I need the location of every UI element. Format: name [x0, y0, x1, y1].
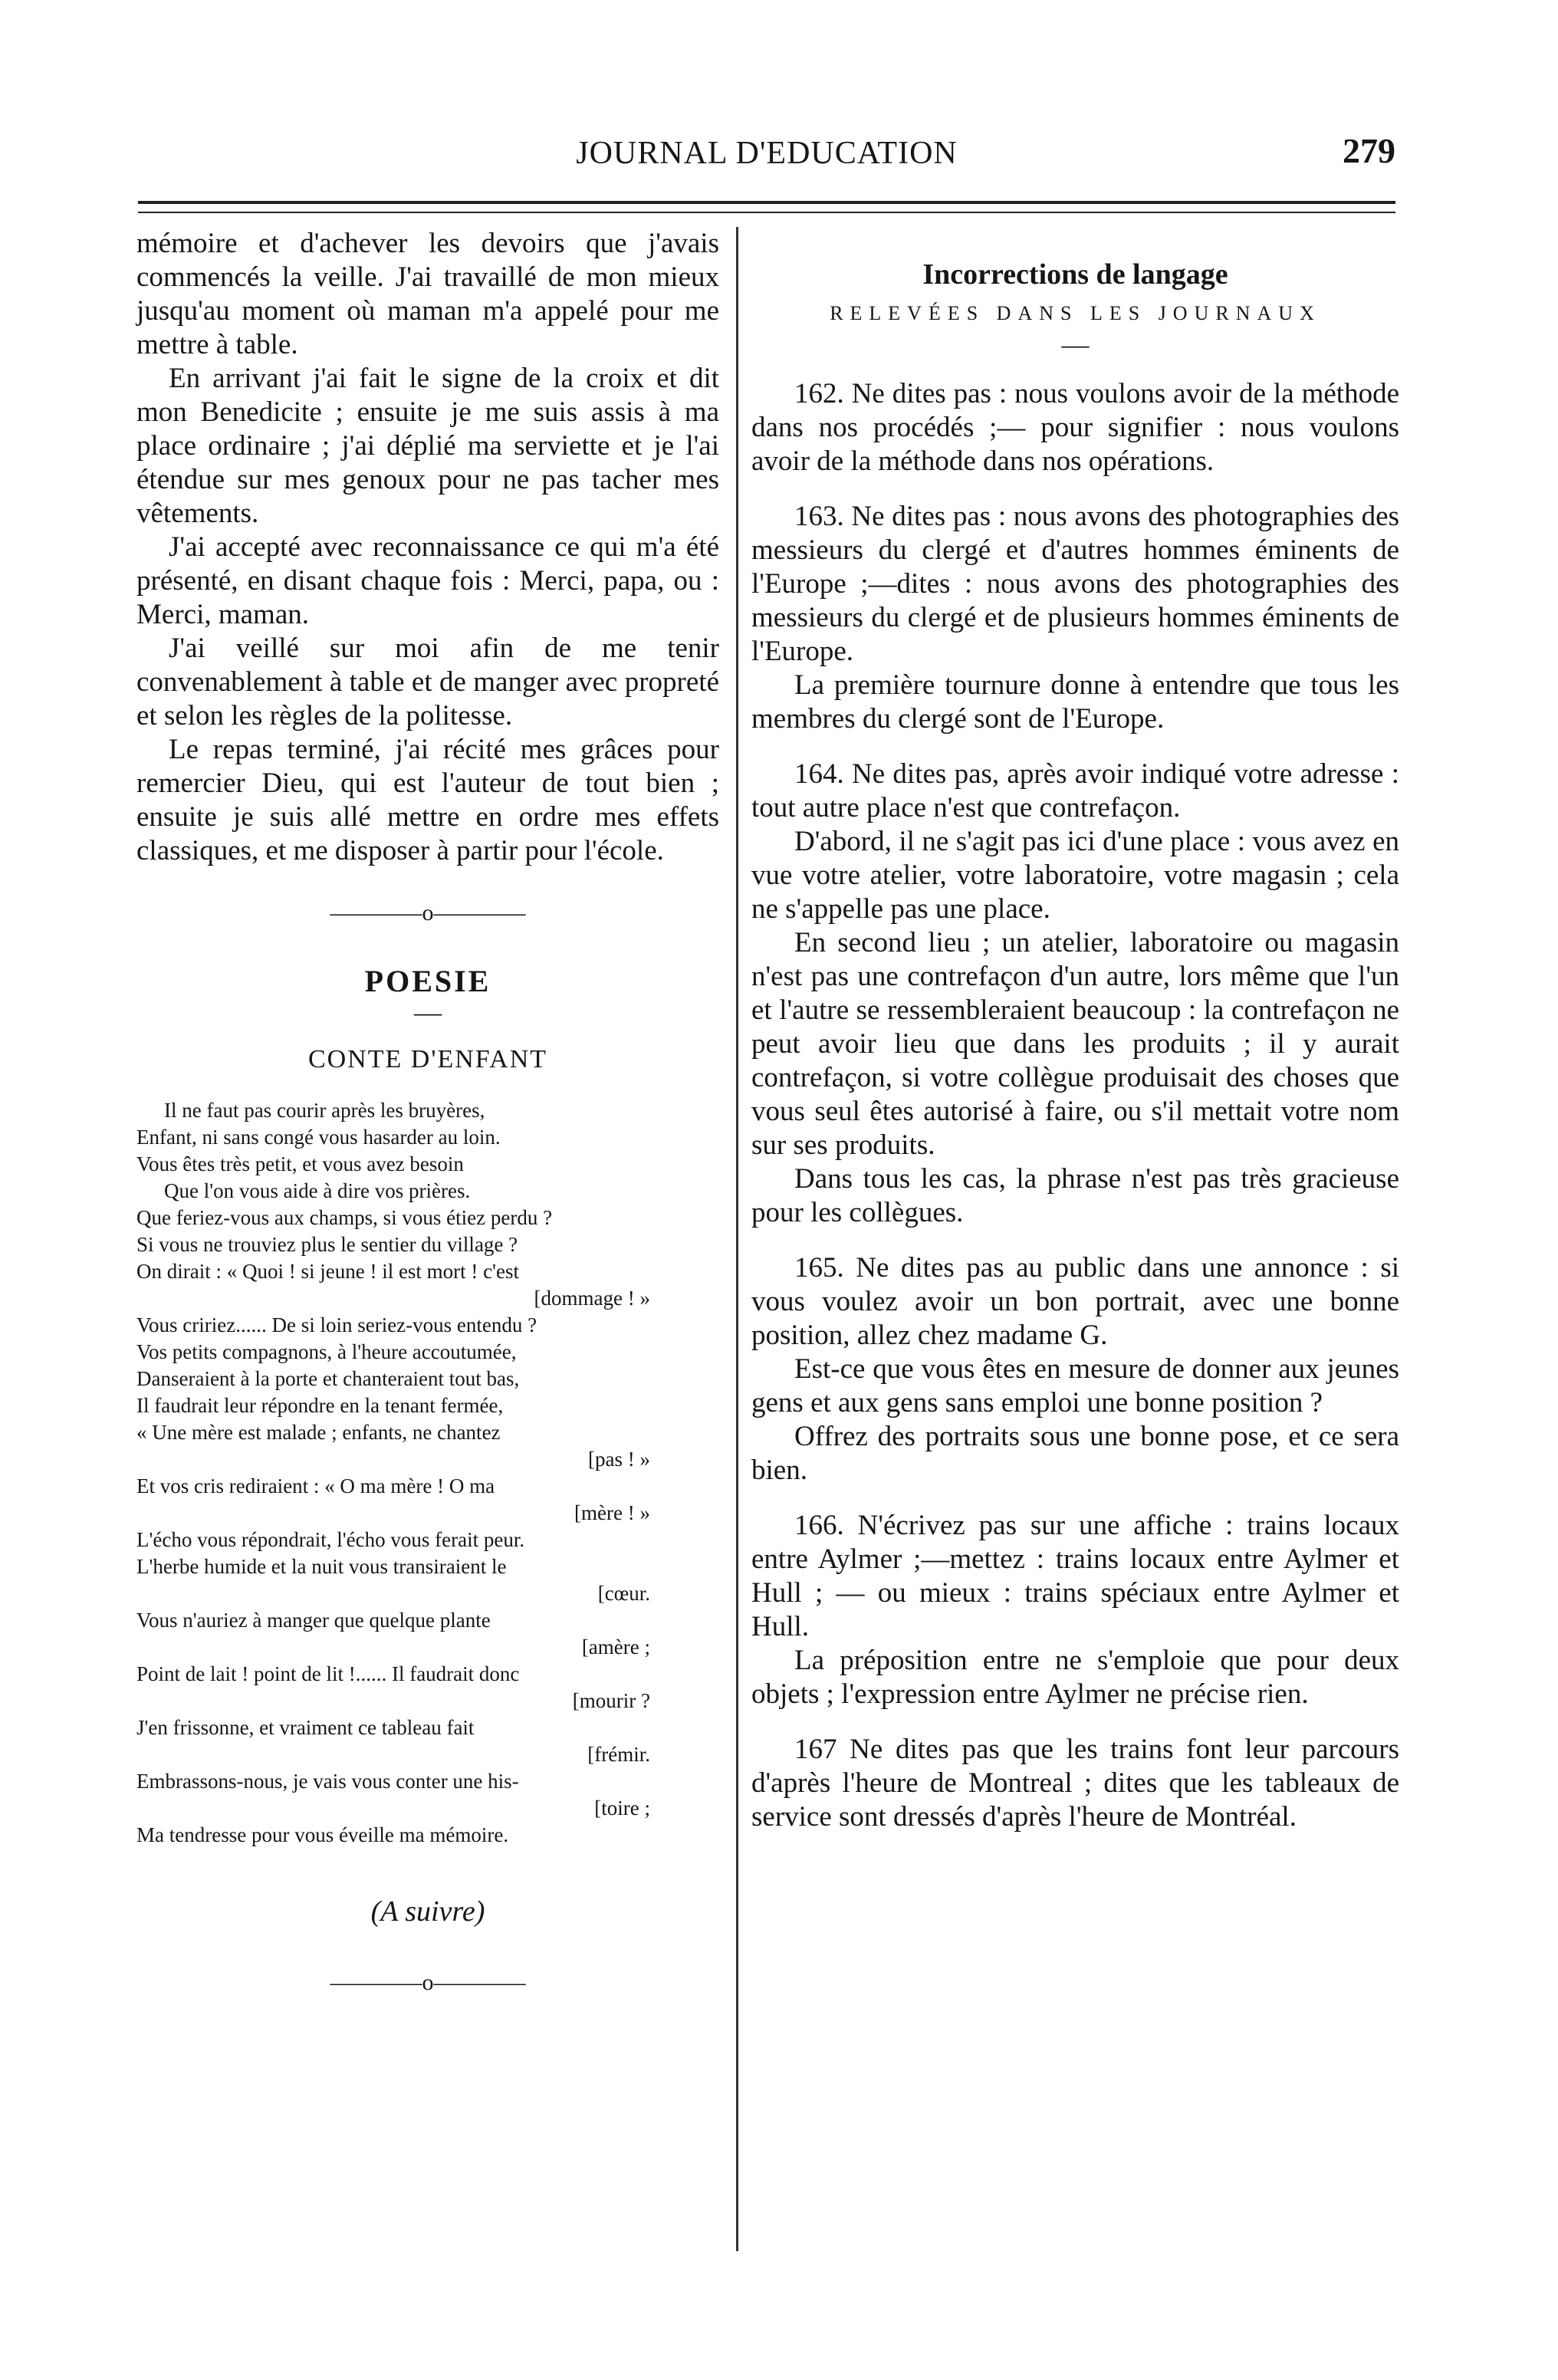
poem-line: Il ne faut pas courir après les bruyères, [164, 1099, 485, 1122]
poem-line: L'herbe humide et la nuit vous transiraient le [136, 1555, 507, 1578]
item-164: 164. Ne dites pas, après avoir indiqué votre adresse : tout autre place n'est que contrefaçon. [751, 758, 1399, 823]
poem-line: [mère ! » [574, 1501, 650, 1524]
end-separator: ————o———— [330, 1970, 526, 1995]
poem [136, 1097, 719, 1849]
item-164-note: D'abord, il ne s'agit pas ici d'une place : vous avez en vue votre atelier, votre laboratoire, votre magasin ; cela ne s'appelle pas une place. [751, 826, 1399, 925]
paragraph: J'ai accepté avec reconnaissance ce qui m'a été présenté, en disant chaque fois : Merci, papa, ou : Merci, maman. [136, 531, 719, 630]
poem-line: Il faudrait leur répondre en la tenant fermée, [136, 1394, 504, 1417]
article-subtitle: RELEVÉES DANS LES JOURNAUX [830, 302, 1321, 324]
item-165-note: Offrez des portraits sous une bonne pose, et ce sera bien. [751, 1421, 1399, 1486]
item-164-note: En second lieu ; un atelier, laboratoire ou magasin n'est pas une contrefaçon d'un autre, lors même que l'un et l'autre se ressembleraient beaucoup : la contrefaçon ne peut avoir lieu que dans les produits ; il y aurait contrefaçon, si votre collègue produisait des choses que vous seul êtes autorisé à faire, ou s'il mettait votre nom sur ses produits. [751, 927, 1399, 1161]
running-title: JOURNAL D'EDUCATION [576, 136, 958, 171]
poem-line: Embrassons-nous, je vais vous conter une his- [136, 1770, 519, 1793]
paragraph: J'ai veillé sur moi afin de me tenir convenablement à table et de manger avec propreté et selon les règles de la politesse. [136, 633, 719, 731]
item-166-note: La préposition entre ne s'emploie que pour deux objets ; l'expression entre Aylmer ne précise rien. [751, 1645, 1399, 1710]
poem-line: L'écho vous répondrait, l'écho vous ferait peur. [136, 1528, 525, 1551]
dash-separator: — [414, 997, 442, 1027]
poem-line: [dommage ! » [534, 1287, 650, 1310]
poem-line: [frémir. [587, 1743, 650, 1766]
item-165: 165. Ne dites pas au public dans une annonce : si vous voulez avoir un bon portrait, avec une bonne position, allez chez madame G. [751, 1252, 1399, 1351]
section-separator: ————o———— [330, 900, 526, 925]
paragraph: Le repas terminé, j'ai récité mes grâces pour remercier Dieu, qui est l'auteur de tout bien ; ensuite je suis allé mettre en ordre mes effets classiques, et me disposer à partir pour l'école. [136, 734, 719, 866]
page-header [138, 130, 1395, 184]
poem-line: J'en frissonne, et vraiment ce tableau fait [136, 1716, 475, 1739]
poem-line: [mourir ? [572, 1689, 650, 1712]
poem-line: Vos petits compagnons, à l'heure accoutumée, [136, 1340, 517, 1363]
item-164-note: Dans tous les cas, la phrase n'est pas très gracieuse pour les collègues. [751, 1163, 1399, 1228]
poem-line: Que l'on vous aide à dire vos prières. [164, 1179, 471, 1202]
item-167: 167 Ne dites pas que les trains font leur parcours d'après l'heure de Montreal ; dites que les tableaux de service sont dressés d'après l'heure de Montréal. [751, 1734, 1399, 1833]
to-follow-note: (A suivre) [370, 1895, 485, 1928]
poem-heading: POESIE [364, 964, 491, 998]
paragraph: En arrivant j'ai fait le signe de la croix et dit mon Benedicite ; ensuite je me suis assis à ma place ordinaire ; j'ai déplié ma serviette et je l'ai étendue sur mes genoux pour ne pas tacher mes vêtements. [136, 363, 719, 529]
poem-line: Vous cririez...... De si loin seriez-vous entendu ? [136, 1313, 537, 1336]
right-column [751, 227, 1399, 1834]
item-162: 162. Ne dites pas : nous voulons avoir de la méthode dans nos procédés ;— pour signifier : nous voulons avoir de la méthode dans nos opérations. [751, 378, 1399, 477]
poem-line: Et vos cris rediraient : « O ma mère ! O ma [136, 1474, 495, 1497]
header-rule-thin [138, 212, 1395, 213]
item-163-note: La première tournure donne à entendre que tous les membres du clergé sont de l'Europe. [751, 669, 1399, 735]
article-title: Incorrections de langage [922, 258, 1228, 291]
poem-line: Si vous ne trouviez plus le sentier du village ? [136, 1233, 518, 1256]
page-number: 279 [1343, 131, 1395, 170]
poem-subtitle: CONTE D'ENFANT [307, 1045, 548, 1073]
column-divider [736, 227, 738, 2251]
header-rule [138, 201, 1395, 204]
poem-line: Ma tendresse pour vous éveille ma mémoire. [136, 1823, 509, 1846]
item-166: 166. N'écrivez pas sur une affiche : trains locaux entre Aylmer ;—mettez : trains locaux entre Aylmer et Hull ; — ou mieux : trains spéciaux entre Aylmer et Hull. [751, 1510, 1399, 1642]
poem-line: [toire ; [594, 1797, 650, 1820]
poem-line: Enfant, ni sans congé vous hasarder au loin. [136, 1126, 501, 1149]
poem-line: Que feriez-vous aux champs, si vous étiez perdu ? [136, 1206, 553, 1229]
poem-line: Danseraient à la porte et chanteraient tout bas, [136, 1367, 520, 1390]
paragraph: mémoire et d'achever les devoirs que j'avais commencés la veille. J'ai travaillé de mon mieux jusqu'au moment où maman m'a appelé pour me mettre à table. [136, 228, 719, 360]
poem-line: [amère ; [581, 1635, 650, 1658]
item-165-note: Est-ce que vous êtes en mesure de donner aux jeunes gens et aux gens sans emploi une bonne position ? [751, 1353, 1399, 1418]
item-163: 163. Ne dites pas : nous avons des photographies des messieurs du clergé et d'autres hommes éminents de l'Europe ;—dites : nous avons des photographies des messieurs du clergé et de plusieurs hommes éminents de l'Europe. [751, 501, 1399, 667]
poem-line: « Une mère est malade ; enfants, ne chantez [136, 1421, 501, 1444]
poem-line: [cœur. [597, 1582, 650, 1605]
poem-line: Vous n'auriez à manger que quelque plante [136, 1609, 491, 1632]
poem-line: [pas ! » [588, 1448, 650, 1471]
poem-line: Vous êtes très petit, et vous avez besoin [136, 1152, 464, 1175]
left-column [136, 227, 719, 1996]
dash-separator: — [1061, 329, 1090, 360]
poem-line: Point de lait ! point de lit !...... Il faudrait donc [136, 1662, 520, 1685]
poem-line: On dirait : « Quoi ! si jeune ! il est mort ! c'est [136, 1260, 520, 1283]
